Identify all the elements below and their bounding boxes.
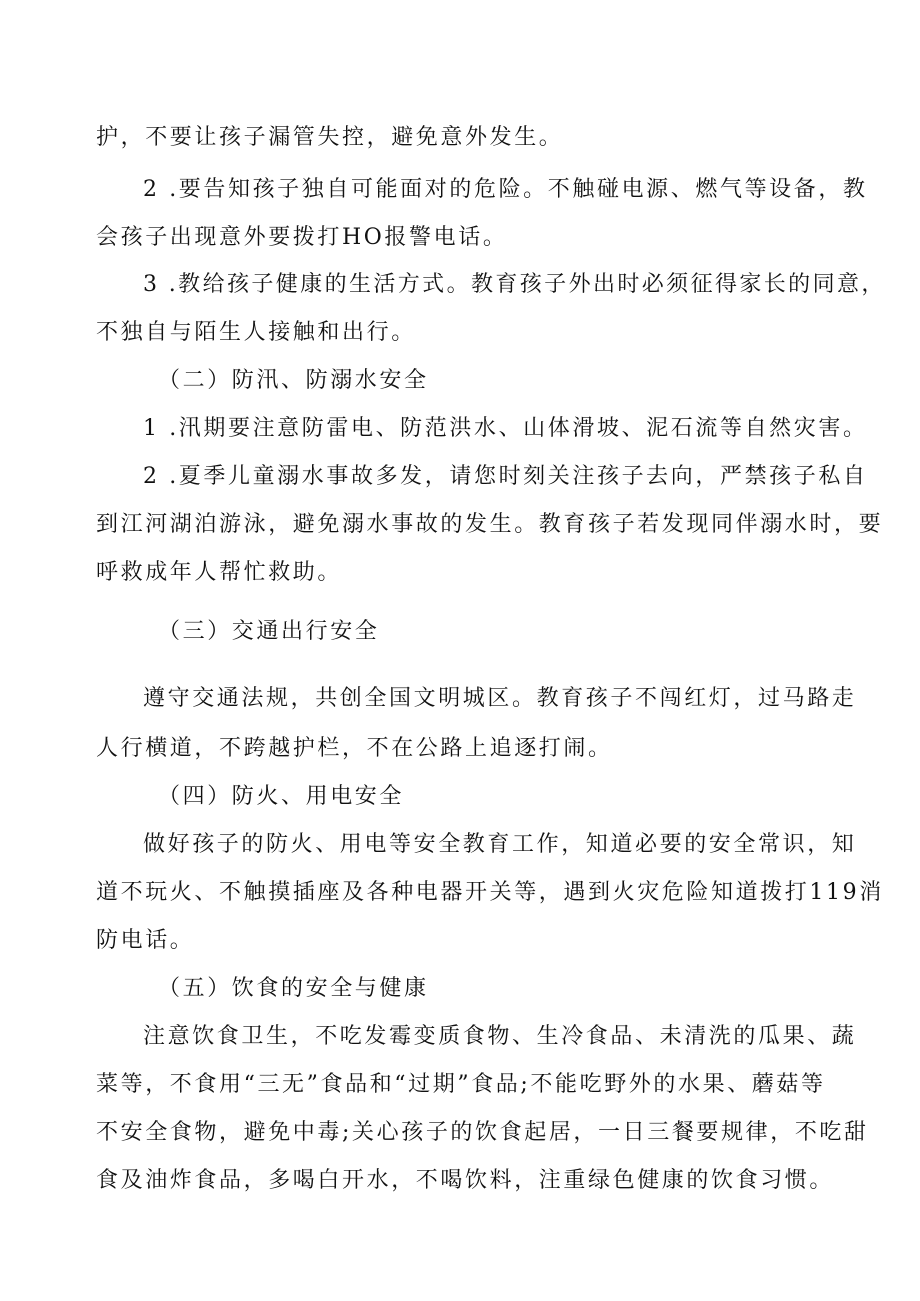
paragraph-line: 不独自与陌生人接触和出行。 [96, 320, 416, 345]
paragraph-line: 2 .夏季儿童溺水事故多发，请您时刻关注孩子去向，严禁孩子私自 [143, 464, 868, 489]
paragraph-line: 1 .汛期要注意防雷电、防范洪水、山体滑坡、泥石流等自然灾害。 [143, 416, 868, 441]
paragraph-line: 食及油炸食品，多喝白开水，不喝饮料，注重绿色健康的饮食习惯。 [96, 1168, 835, 1193]
paragraph-line: 菜等，不食用“三无”食品和“过期”食品;不能吃野外的水果、蘑菇等 [96, 1072, 826, 1097]
paragraph-line: 2 .要告知孩子独自可能面对的危险。不触碰电源、燃气等设备，教 [143, 177, 868, 202]
paragraph-line: 做好孩子的防火、用电等安全教育工作，知道必要的安全常识，知 [143, 832, 857, 857]
paragraph-line: 道不玩火、不触摸插座及各种电器开关等，遇到火灾危险知道拨打119消 [96, 880, 884, 905]
paragraph-line: 护，不要让孩子漏管失控，避免意外发生。 [96, 125, 564, 150]
paragraph-line: 3 .教给孩子健康的生活方式。教育孩子外出时必须征得家长的同意， [143, 272, 886, 297]
section-heading: （四）防火、用电安全 [158, 784, 405, 809]
paragraph-line: 人行横道，不跨越护栏，不在公路上追逐打闹。 [96, 736, 613, 761]
paragraph-line: 不安全食物，避免中毒;关心孩子的饮食起居，一日三餐要规律，不吃甜 [96, 1120, 869, 1145]
paragraph-line: 防电话。 [96, 928, 195, 953]
paragraph-line: 遵守交通法规，共创全国文明城区。教育孩子不闯红灯，过马路走 [143, 686, 857, 711]
section-heading: （二）防汛、防溺水安全 [158, 368, 429, 393]
paragraph-line: 呼救成年人帮忙救助。 [96, 560, 343, 585]
paragraph-line: 注意饮食卫生，不吃发霉变质食物、生冷食品、未清洗的瓜果、蔬 [143, 1024, 857, 1049]
paragraph-line: 到江河湖泊游泳，避免溺水事故的发生。教育孩子若发现同伴溺水时，要 [96, 512, 884, 537]
section-heading: （三）交通出行安全 [158, 619, 380, 644]
section-heading: （五）饮食的安全与健康 [158, 976, 429, 1001]
paragraph-line: 会孩子出现意外要拨打HO报警电话。 [96, 225, 508, 250]
